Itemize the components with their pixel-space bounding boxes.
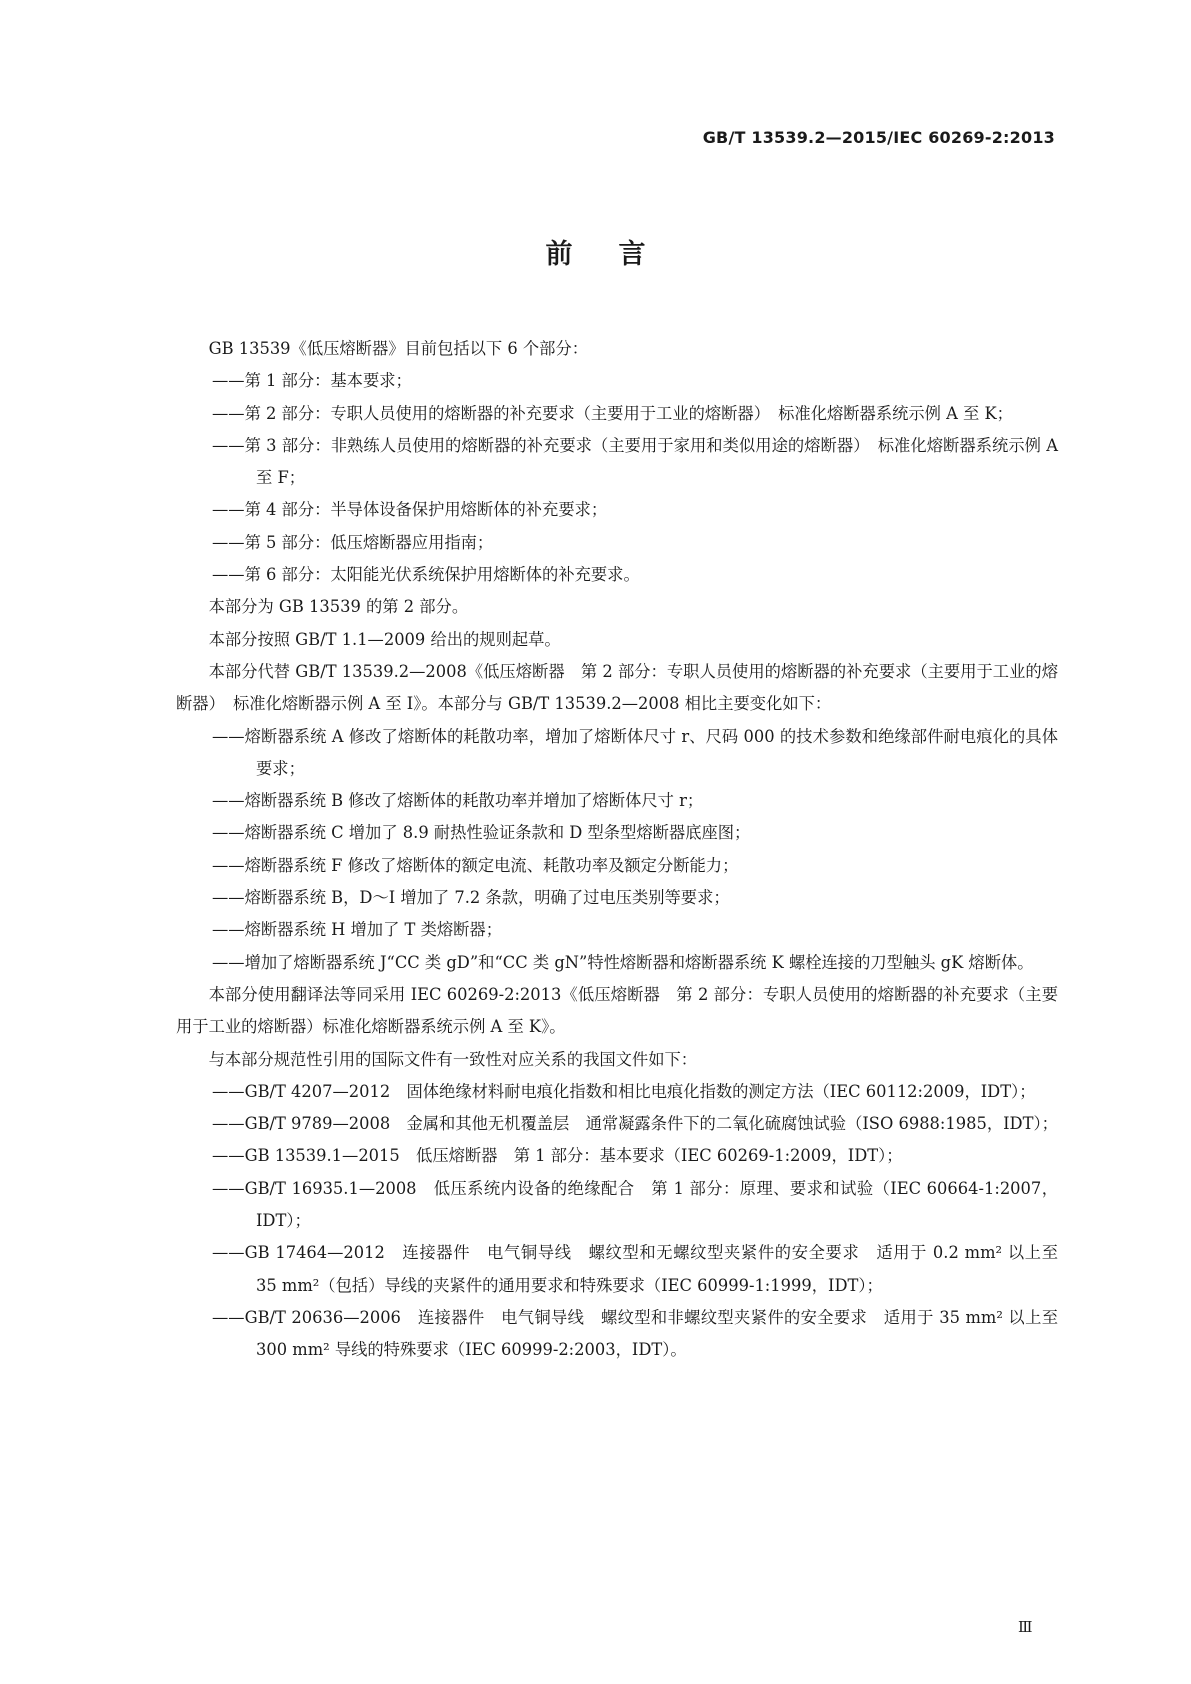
standard-number: GB/T 13539.2—2015/IEC 60269-2:2013: [702, 128, 1055, 147]
list-item: ——第 3 部分：非熟练人员使用的熔断器的补充要求（主要用于家用和类似用途的熔断器） 标准化熔断器系统示例 A 至 F；: [212, 435, 1058, 488]
list-item: ——GB 17464—2012 连接器件 电气铜导线 螺纹型和无螺纹型夹紧件的安全要求 适用于 0.2 mm² 以上至 35 mm²（包括）导线的夹紧件的通用要求和特殊要求（IEC 60999-1:1999，IDT）；: [212, 1243, 1058, 1295]
list-item: ——第 1 部分：基本要求；: [212, 371, 412, 391]
list-item: ——熔断器系统 F 修改了熔断体的额定电流、耗散功率及额定分断能力；: [212, 855, 739, 875]
list-item: ——GB/T 16935.1—2008 低压系统内设备的绝缘配合 第 1 部分：原理、要求和试验（IEC 60664-1:2007，IDT）；: [212, 1178, 1058, 1231]
paragraph: 与本部分规范性引用的国际文件有一致性对应关系的我国文件如下：: [208, 1049, 698, 1069]
list-item: ——增加了熔断器系统 J“CC 类 gD”和“CC 类 gN”特性熔断器和熔断器系统 K 螺栓连接的刀型触头 gK 熔断体。: [212, 952, 1034, 972]
paragraph: 本部分按照 GB/T 1.1—2009 给出的规则起草。: [208, 629, 561, 649]
list-item: ——第 5 部分：低压熔断器应用指南；: [212, 532, 494, 552]
list-item: ——熔断器系统 B 修改了熔断体的耗散功率并增加了熔断体尺寸 r；: [212, 791, 704, 811]
list-item: ——第 4 部分：半导体设备保护用熔断体的补充要求；: [212, 500, 608, 520]
list-item: ——熔断器系统 C 增加了 8.9 耐热性验证条款和 D 型条型熔断器底座图；: [212, 823, 751, 843]
list-item: ——第 2 部分：专职人员使用的熔断器的补充要求（主要用于工业的熔断器） 标准化熔断器系统示例 A 至 K；: [212, 403, 1013, 423]
paragraph: 本部分使用翻译法等同采用 IEC 60269-2:2013《低压熔断器 第 2 部分：专职人员使用的熔断器的补充要求（主要用于工业的熔断器）标准化熔断器系统示例 A 至 K》。: [176, 984, 1058, 1037]
page-title: 前言: [545, 239, 692, 270]
list-item: ——GB/T 20636—2006 连接器件 电气铜导线 螺纹型和非螺纹型夹紧件的安全要求 适用于 35 mm² 以上至 300 mm² 导线的特殊要求（IEC 60999-2:2003，IDT）。: [212, 1307, 1058, 1360]
paragraph: 本部分代替 GB/T 13539.2—2008《低压熔断器 第 2 部分：专职人员使用的熔断器的补充要求（主要用于工业的熔断器） 标准化熔断器示例 A 至 I》。本部分与 GB/T 13539.2—2008 相比主要变化如下：: [176, 661, 1058, 714]
foreword-body: [176, 333, 1058, 1367]
list-item: ——熔断器系统 H 增加了 T 类熔断器；: [212, 920, 502, 940]
list-item: ——熔断器系统 B，D～I 增加了 7.2 条款，明确了过电压类别等要求；: [212, 888, 730, 908]
page-number: Ⅲ: [1018, 1618, 1033, 1636]
list-item: ——熔断器系统 A 修改了熔断体的耗散功率，增加了熔断体尺寸 r、尺码 000 的技术参数和绝缘部件耐电痕化的具体要求；: [212, 726, 1058, 778]
list-item: ——GB 13539.1—2015 低压熔断器 第 1 部分：基本要求（IEC 60269-1:2009，IDT）；: [212, 1146, 903, 1166]
paragraph: 本部分为 GB 13539 的第 2 部分。: [208, 597, 469, 617]
list-item: ——GB/T 9789—2008 金属和其他无机覆盖层 通常凝露条件下的二氧化硫腐蚀试验（ISO 6988:1985，IDT）；: [212, 1114, 1058, 1134]
paragraph: GB 13539《低压熔断器》目前包括以下 6 个部分：: [208, 339, 589, 358]
list-item: ——第 6 部分：太阳能光伏系统保护用熔断体的补充要求。: [212, 565, 640, 585]
list-item: ——GB/T 4207—2012 固体绝缘材料耐电痕化指数和相比电痕化指数的测定方法（IEC 60112:2009，IDT）；: [212, 1081, 1036, 1101]
